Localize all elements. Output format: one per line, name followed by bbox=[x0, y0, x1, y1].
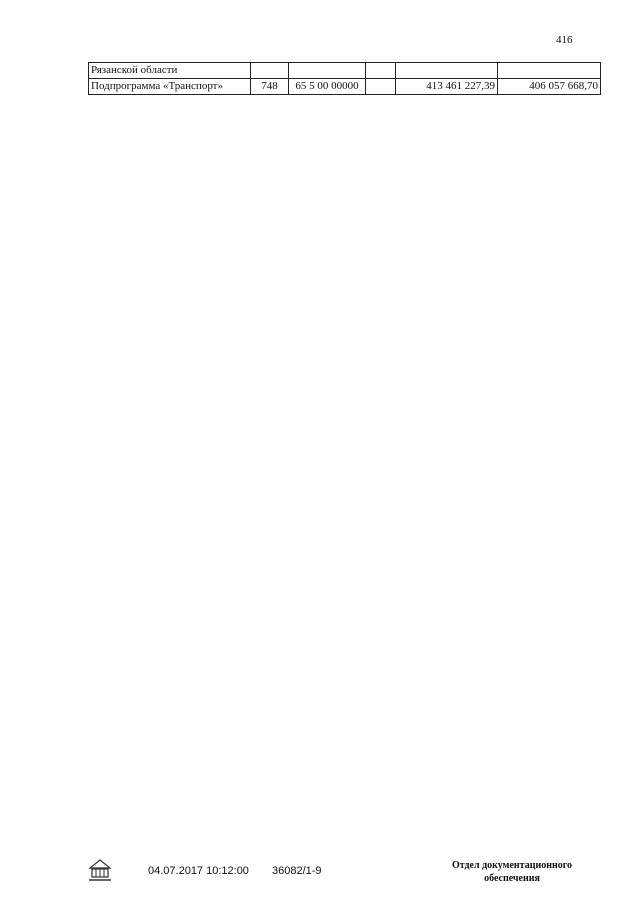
footer-date: 04.07.2017 10:12:00 bbox=[148, 865, 249, 877]
footer-reg-number: 36082/1-9 bbox=[272, 865, 322, 877]
table-cell-vr bbox=[366, 79, 396, 95]
budget-table bbox=[88, 62, 601, 95]
table-cell-sum1: 413 461 227,39 bbox=[396, 79, 498, 95]
table-row bbox=[89, 63, 601, 79]
table-cell-csr bbox=[289, 63, 366, 79]
table-cell-csr: 65 5 00 00000 bbox=[289, 79, 366, 95]
table-cell-sum1 bbox=[396, 63, 498, 79]
budget-table-body bbox=[89, 63, 601, 95]
table-cell-sum2 bbox=[498, 63, 601, 79]
footer-department: Отдел документационного обеспечения bbox=[451, 860, 573, 884]
logo-icon bbox=[86, 858, 114, 884]
table-cell-ved bbox=[251, 63, 289, 79]
table-cell-vr bbox=[366, 63, 396, 79]
table-cell-sum2: 406 057 668,70 bbox=[498, 79, 601, 95]
table-cell-name: Подпрограмма «Транспорт» bbox=[89, 79, 251, 95]
table-cell-name: Рязанской области bbox=[89, 63, 251, 79]
table-row bbox=[89, 79, 601, 95]
page-number: 416 bbox=[556, 34, 573, 46]
table-cell-ved: 748 bbox=[251, 79, 289, 95]
